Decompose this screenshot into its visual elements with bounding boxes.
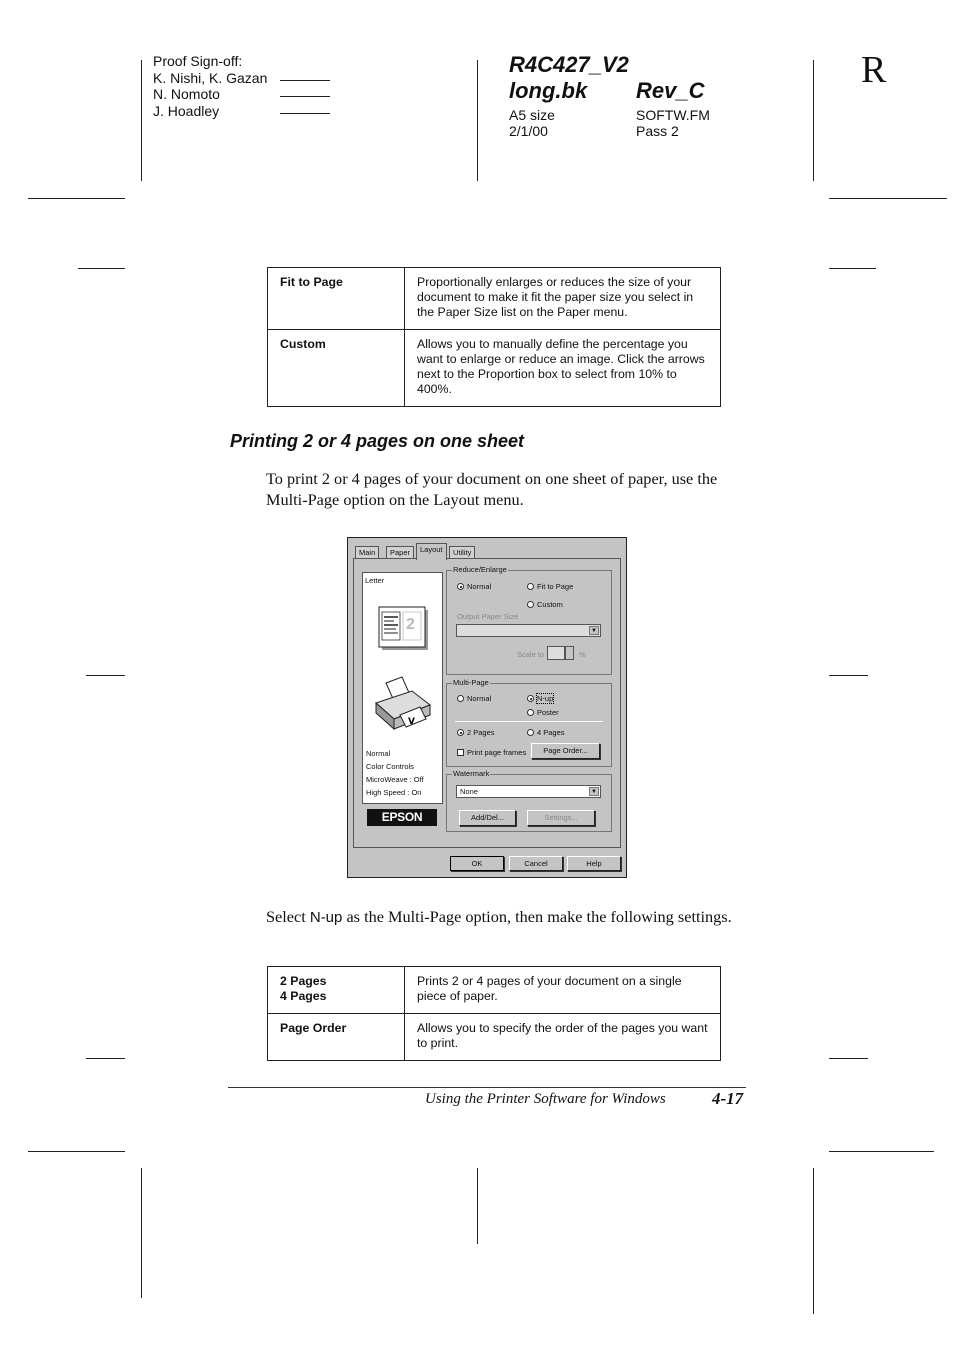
signature-blank <box>280 70 330 81</box>
status-line: Normal <box>366 749 391 758</box>
doc-date: 2/1/00 <box>509 123 548 139</box>
watermark-select[interactable] <box>456 785 601 798</box>
radio-label: 4 Pages <box>537 728 565 737</box>
percent-label: % <box>579 650 586 659</box>
radio-dot <box>527 583 534 590</box>
page-number: 4-17 <box>712 1089 744 1108</box>
radio-dot <box>457 729 464 736</box>
reduce-enlarge-group <box>446 565 612 675</box>
multipage-group <box>446 678 612 767</box>
pass-number: Pass 2 <box>636 123 679 139</box>
signature-blank <box>280 103 330 114</box>
table-row <box>268 268 721 330</box>
radio-label: Custom <box>537 600 563 609</box>
chevron-down-icon: ▼ <box>589 787 599 796</box>
crop-line <box>829 1151 934 1152</box>
description-cell: Allows you to specify the order of the pages you want to print. <box>405 1014 721 1061</box>
crop-line <box>829 675 868 676</box>
running-title: Using the Printer Software for Windows <box>425 1091 666 1107</box>
crop-line <box>829 198 947 199</box>
radio-dot <box>527 695 534 702</box>
group-legend: Multi-Page <box>453 678 489 687</box>
book-name: long.bk <box>509 78 588 103</box>
signoff-title: Proof Sign-off: <box>153 53 243 69</box>
status-line: Color Controls <box>366 762 414 771</box>
radio-dot <box>457 583 464 590</box>
crop-line <box>813 1168 814 1314</box>
description-cell: Allows you to manually define the percentage you want to enlarge or reduce an image. Click the arrows next to the Proportion box to select from 10% to 400%. <box>405 330 721 407</box>
paragraph-text: as the Multi-Page option, then make the following settings. <box>342 907 732 926</box>
scale-spinner-icon[interactable] <box>565 646 574 660</box>
radio-label: Normal <box>467 694 492 703</box>
crop-line <box>86 1058 125 1059</box>
epson-logo: EPSON <box>367 809 437 826</box>
add-del-button[interactable]: Add/Del... <box>459 810 516 826</box>
radio-dot <box>527 729 534 736</box>
radio-dot <box>457 695 464 702</box>
radio-poster[interactable] <box>527 708 559 717</box>
radio-custom[interactable] <box>527 600 563 609</box>
crop-line <box>28 1151 125 1152</box>
radio-fit-to-page[interactable] <box>527 582 573 591</box>
checkbox-label: Print page frames <box>467 748 527 757</box>
crop-line <box>86 675 125 676</box>
print-frames-checkbox[interactable] <box>457 748 526 757</box>
options-table <box>267 267 721 407</box>
table-row <box>268 330 721 407</box>
group-legend: Watermark <box>453 769 490 778</box>
chevron-down-icon: ▼ <box>589 626 599 635</box>
watermark-value: None <box>460 787 478 796</box>
term-cell <box>268 1014 405 1061</box>
crop-line <box>829 1058 868 1059</box>
signoff-name: J. Hoadley <box>153 102 220 119</box>
multipage-settings-table <box>267 966 721 1061</box>
multipage-divider <box>455 721 603 722</box>
cancel-button[interactable]: Cancel <box>509 856 563 871</box>
description-cell: Proportionally enlarges or reduces the size of your document to make it fit the paper size you select in the Paper Size list on the Paper menu. <box>405 268 721 330</box>
radio-dot <box>527 709 534 716</box>
nup-page-illustration <box>378 606 430 652</box>
preview-paper-label: Letter <box>365 576 385 585</box>
radio-dot <box>527 601 534 608</box>
radio-label: Fit to Page <box>537 582 574 591</box>
proof-signoff <box>153 53 330 119</box>
corner-mark: R <box>861 49 887 91</box>
signoff-name: K. Nishi, K. Gazan <box>153 69 268 86</box>
table-row <box>268 1014 721 1061</box>
watermark-group <box>446 769 612 832</box>
signoff-name: N. Nomoto <box>153 86 220 102</box>
radio-normal[interactable] <box>457 582 491 591</box>
signoff-row <box>153 86 330 103</box>
signoff-row <box>153 103 330 120</box>
svg-text:V: V <box>408 717 415 727</box>
nup-term: N-up <box>309 909 343 926</box>
output-paper-size-select[interactable] <box>456 624 601 637</box>
crop-line <box>813 60 814 181</box>
revision: Rev_C <box>636 78 705 103</box>
status-line: MicroWeave : Off <box>366 775 424 784</box>
radio-label: 2 Pages <box>467 728 495 737</box>
radio-4-pages[interactable] <box>527 728 565 737</box>
crop-line <box>78 268 125 269</box>
signature-blank <box>280 86 330 97</box>
layout-panel <box>353 558 621 848</box>
layout-preview <box>362 572 443 804</box>
crop-line <box>141 1168 142 1298</box>
watermark-settings-button[interactable]: Settings... <box>527 810 595 826</box>
radio-label: N-up <box>537 694 554 703</box>
page-size: A5 size <box>509 107 555 123</box>
select-nup-paragraph <box>266 906 750 928</box>
description-cell: Prints 2 or 4 pages of your document on a single piece of paper. <box>405 967 721 1014</box>
term-line: 2 Pages <box>280 974 327 988</box>
crop-line <box>477 60 478 181</box>
table-row <box>268 967 721 1014</box>
radio-2-pages[interactable] <box>457 728 495 737</box>
tab-utility[interactable]: Utility <box>449 546 475 559</box>
crop-line <box>28 198 125 199</box>
term-cell <box>268 967 405 1014</box>
radio-mp-normal[interactable] <box>457 694 491 703</box>
intro-paragraph: To print 2 or 4 pages of your document on one sheet of paper, use the Multi-Page option on the Layout menu. <box>266 469 718 509</box>
crop-line <box>829 268 876 269</box>
radio-label: Poster <box>537 708 559 717</box>
status-line: High Speed : On <box>366 788 422 797</box>
signoff-row <box>153 70 330 87</box>
term-line: Page Order <box>280 1021 347 1035</box>
crop-line <box>141 60 142 181</box>
printer-icon <box>372 675 434 733</box>
footer-rule <box>228 1087 746 1088</box>
crop-line <box>477 1168 478 1244</box>
term-line: 4 Pages <box>280 989 327 1003</box>
term-cell: Custom <box>268 330 405 407</box>
doc-code: R4C427_V2 <box>509 52 629 77</box>
term-cell: Fit to Page <box>268 268 405 330</box>
printer-properties-dialog <box>347 537 627 878</box>
tab-layout[interactable]: Layout <box>416 543 447 560</box>
radio-label: Normal <box>467 582 492 591</box>
tab-paper[interactable]: Paper <box>386 546 414 559</box>
paragraph-text: Select <box>266 907 310 926</box>
tab-main[interactable]: Main <box>355 546 379 559</box>
ok-button[interactable]: OK <box>450 856 504 871</box>
checkbox-box <box>457 749 464 756</box>
file-name: SOFTW.FM <box>636 107 710 123</box>
output-paper-size-label: Output Paper Size <box>457 612 519 621</box>
page-order-button[interactable]: Page Order... <box>531 743 600 759</box>
scale-to-input[interactable] <box>547 646 565 660</box>
section-heading: Printing 2 or 4 pages on one sheet <box>230 431 525 451</box>
group-legend: Reduce/Enlarge <box>453 565 507 574</box>
help-button[interactable]: Help <box>567 856 621 871</box>
preview-page-number: 2 <box>406 616 415 633</box>
radio-nup[interactable] <box>527 694 553 703</box>
scale-to-label: Scale to <box>517 650 545 659</box>
